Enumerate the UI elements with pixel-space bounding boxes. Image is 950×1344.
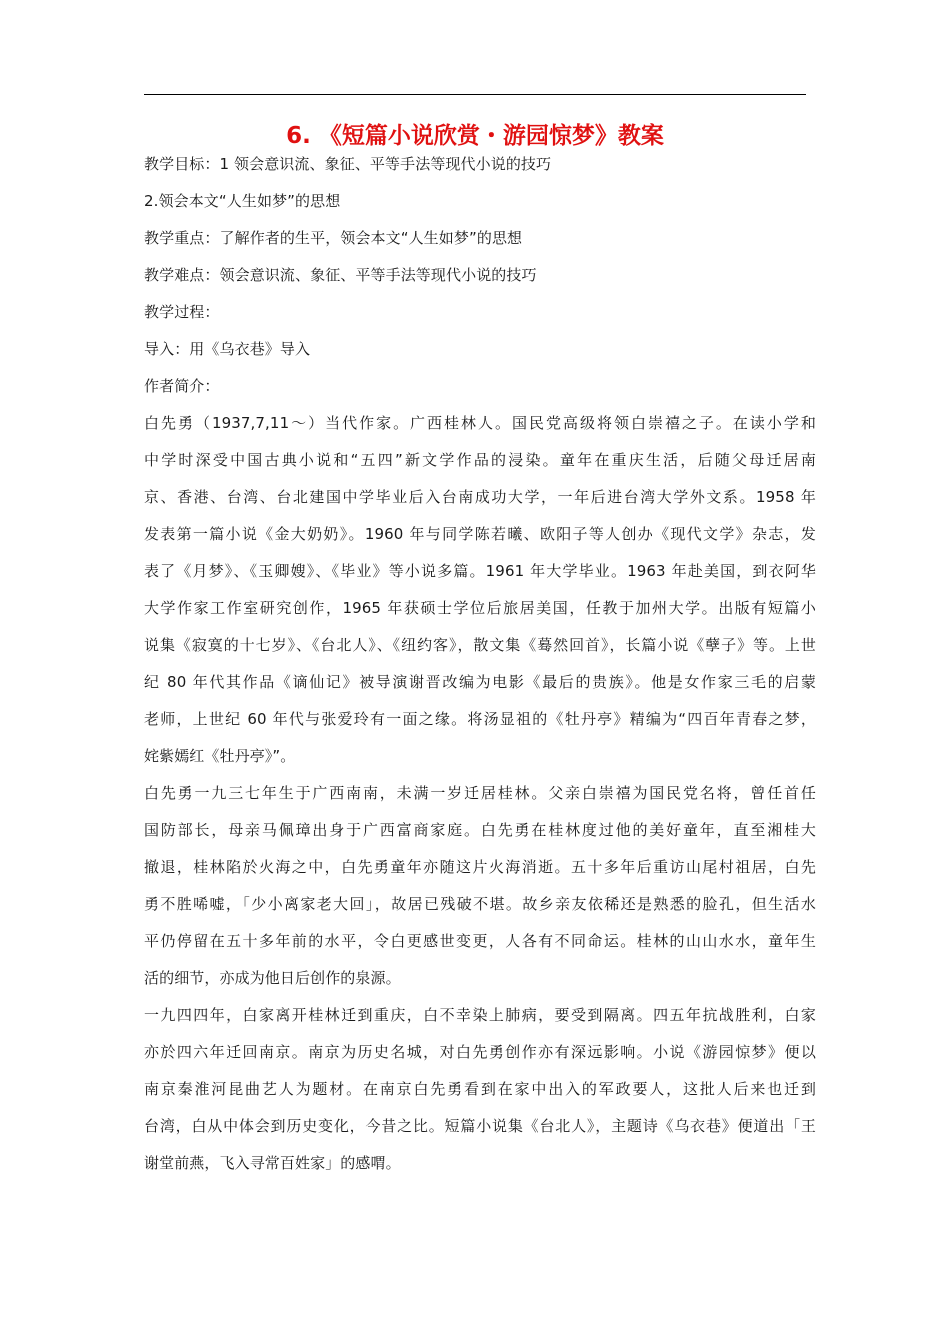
paragraph-line: 姹紫嫣红《牡丹亭》”。 [144, 747, 296, 765]
paragraph-line: 纪 80 年代其作品《谪仙记》被导演谢晋改编为电影《最后的贵族》。他是女作家三毛的启蒙 [144, 673, 816, 691]
header-rule [144, 94, 806, 95]
paragraph-line: 一九四四年，白家离开桂林迁到重庆，白不幸染上肺病，要受到隔离。四五年抗战胜利，白家 [144, 1006, 816, 1024]
teaching-process-label: 教学过程： [144, 303, 220, 321]
paragraph-line: 撤退，桂林陷於火海之中，白先勇童年亦随这片火海消逝。五十多年后重访山尾村祖居，白先 [144, 858, 816, 876]
paragraph-line: 台湾，白从中体会到历史变化，今昔之比。短篇小说集《台北人》，主题诗《乌衣巷》便道出「王 [144, 1117, 816, 1135]
paragraph-line: 发表第一篇小说《金大奶奶》。1960 年与同学陈若曦、欧阳子等人创办《现代文学》杂志，发 [144, 525, 816, 543]
document-title: 6. 《短篇小说欣赏・游园惊梦》教案 [286, 123, 664, 149]
author-intro-label: 作者简介： [144, 377, 220, 395]
paragraph-line: 谢堂前燕，飞入寻常百姓家」的感喟。 [144, 1154, 401, 1172]
paragraph-line: 京、香港、台湾、台北建国中学毕业后入台南成功大学，一年后进台湾大学外文系。1958 年 [144, 488, 816, 506]
paragraph-line: 平仍停留在五十多年前的水平，令白更感世变更，人各有不同命运。桂林的山山水水，童年生 [144, 932, 816, 950]
paragraph-line: 白先勇（1937,7,11～）当代作家。广西桂林人。国民党高级将领白崇禧之子。在读小学和 [144, 414, 816, 432]
paragraph-line: 国防部长，母亲马佩璋出身于广西富商家庭。白先勇在桂林度过他的美好童年，直至湘桂大 [144, 821, 816, 839]
paragraph-childhood [144, 775, 816, 997]
paragraph-line: 表了《月梦》、《玉卿嫂》、《毕业》等小说多篇。1961 年大学毕业。1963 年赴美国，到衣阿华 [144, 562, 816, 580]
paragraph-line: 大学作家工作室研究创作，1965 年获硕士学位后旅居美国，任教于加州大学。出版有短篇小 [144, 599, 816, 617]
teaching-focus-line: 教学重点：了解作者的生平，领会本文“人生如梦”的思想 [144, 229, 523, 247]
paragraph-line: 白先勇一九三七年生于广西南南，未满一岁迁居桂林。父亲白崇禧为国民党名将，曾任首任 [144, 784, 816, 802]
paragraph-line: 中学时深受中国古典小说和“五四”新文学作品的浸染。童年在重庆生活，后随父母迁居南 [144, 451, 816, 469]
document-body [144, 146, 816, 1182]
teaching-difficulty-line: 教学难点：领会意识流、象征、平等手法等现代小说的技巧 [144, 266, 537, 284]
paragraph-line: 勇不胜唏嘘，「少小离家老大回」，故居已残破不堪。故乡亲友依稀还是熟悉的脸孔，但生活水 [144, 895, 816, 913]
paragraph-line: 老师，上世纪 60 年代与张爱玲有一面之缘。将汤显祖的《牡丹亭》精编为“四百年青春之梦， [144, 710, 816, 728]
paragraph-author-bio [144, 405, 816, 775]
paragraph-nanjing [144, 997, 816, 1182]
introduction-line: 导入：用《乌衣巷》导入 [144, 340, 311, 358]
paragraph-line: 南京秦淮河昆曲艺人为题材。在南京白先勇看到在家中出入的军政要人，这批人后来也迁到 [144, 1080, 816, 1098]
paragraph-line: 说集《寂寞的十七岁》、《台北人》、《纽约客》，散文集《蓦然回首》，长篇小说《孽子》等。上世 [144, 636, 816, 654]
teaching-goal-line-2: 2.领会本文“人生如梦”的思想 [144, 192, 341, 210]
paragraph-line: 活的细节，亦成为他日后创作的泉源。 [144, 969, 401, 987]
paragraph-line: 亦於四六年迁回南京。南京为历史名城，对白先勇创作亦有深远影响。小说《游园惊梦》便以 [144, 1043, 816, 1061]
teaching-goal-line: 教学目标：1 领会意识流、象征、平等手法等现代小说的技巧 [144, 155, 552, 173]
